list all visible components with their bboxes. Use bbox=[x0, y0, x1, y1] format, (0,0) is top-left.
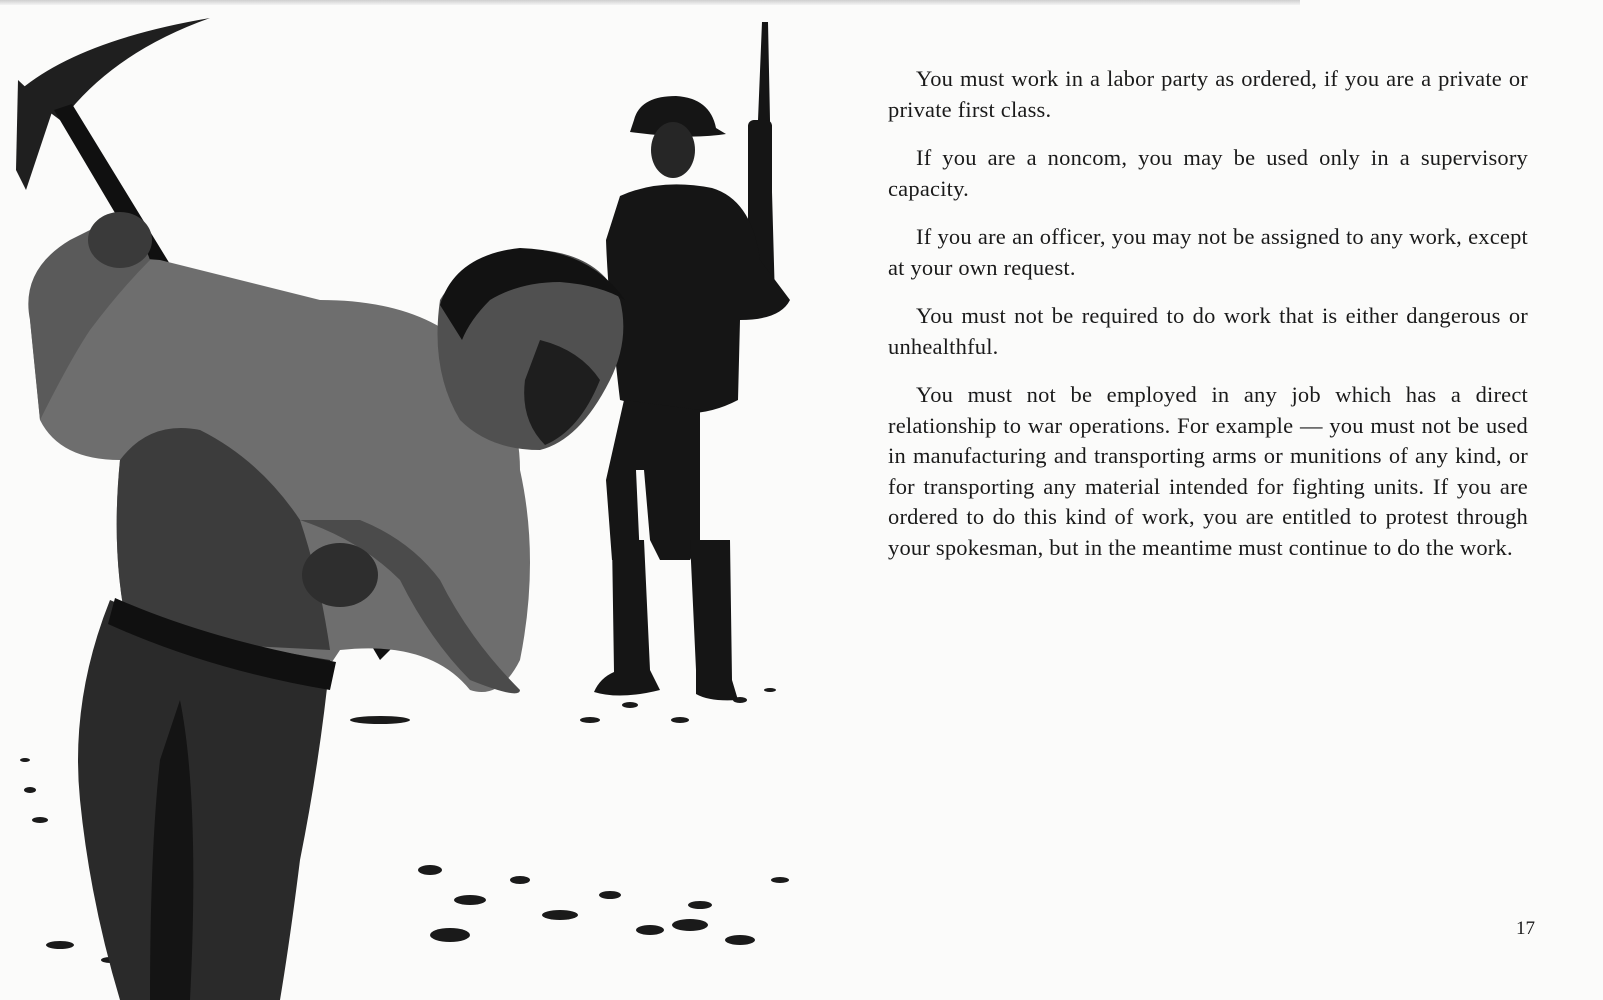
guard-figure bbox=[594, 22, 790, 700]
page-number: 17 bbox=[1516, 918, 1535, 939]
text-column bbox=[888, 64, 1528, 581]
paragraph-war-operations: You must not be employed in any job which has a direct relationship to war operations. For example — you must not be used in manufacturing and transporting arms or munitions of any kind, or for transporting any material intended for fighting units. If you are ordered to do this kind of work, you are entitled to protest through your spokesman, but in the meantime must continue to do the work. bbox=[888, 382, 1528, 560]
worker-figure bbox=[16, 18, 625, 1000]
paragraph-noncom: If you are a noncom, you may be used only in a supervisory capacity. bbox=[888, 145, 1528, 201]
paragraph-dangerous-work: You must not be required to do work that is either dangerous or unhealthful. bbox=[888, 303, 1528, 359]
paragraph-officer: If you are an officer, you may not be assigned to any work, except at your own request. bbox=[888, 224, 1528, 280]
paragraph-labor-party: You must work in a labor party as ordered, if you are a private or private first class. bbox=[888, 66, 1528, 122]
